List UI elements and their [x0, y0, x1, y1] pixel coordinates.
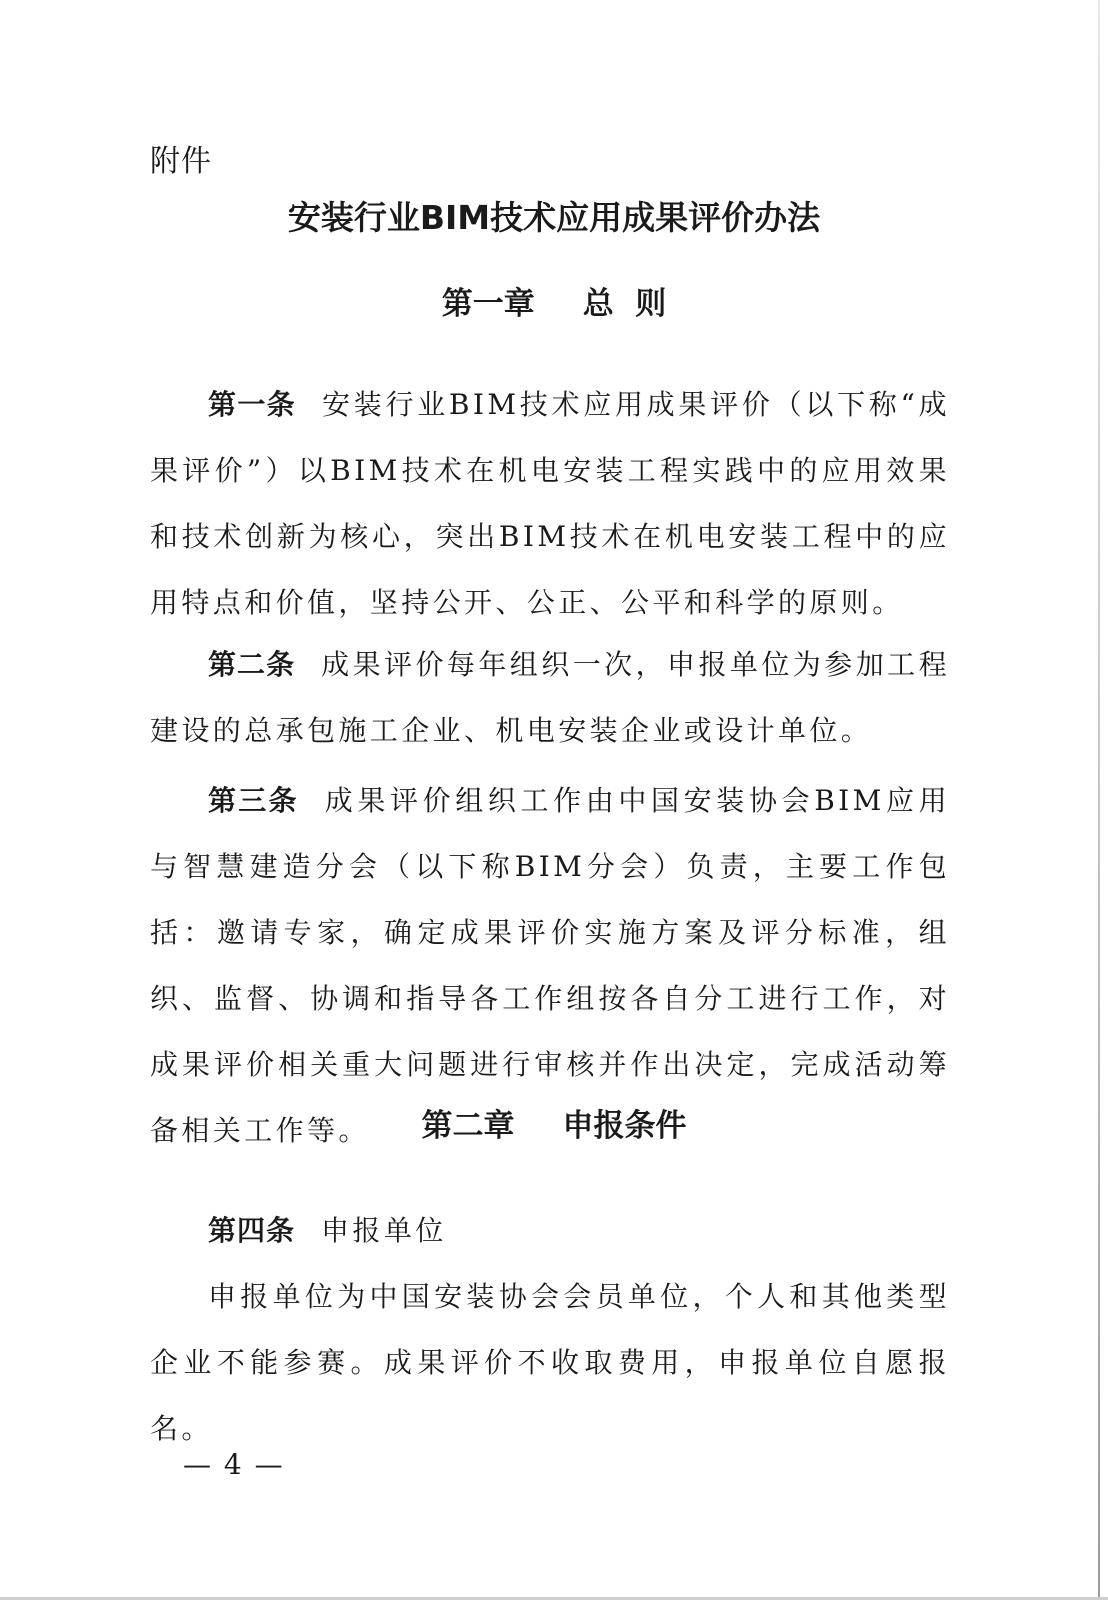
article-label: 第一条	[208, 388, 296, 421]
page-number: — 4 —	[183, 1448, 285, 1481]
article-1	[150, 372, 950, 636]
attachment-label: 附件	[150, 144, 212, 179]
document-title: 安装行业BIM技术应用成果评价办法	[287, 198, 821, 237]
article-text: 成果评价每年组织一次，申报单位为参加工程建设的总承包施工企业、机电安装企业或设计单位。	[150, 648, 950, 747]
body-paragraph: 申报单位为中国安装协会会员单位，个人和其他类型企业不能参赛。成果评价不收取费用，申报单位自愿报名。	[150, 1280, 950, 1445]
page-edge-shadow	[1098, 0, 1100, 1600]
chapter-title: 申报条件	[562, 1108, 687, 1144]
chapter-number: 第一章	[441, 286, 535, 322]
chapter-number: 第二章	[421, 1108, 515, 1144]
article-label: 第四条	[208, 1214, 296, 1247]
chapter-title: 总 则	[582, 286, 667, 322]
article-label: 第三条	[208, 784, 299, 817]
article-4	[150, 1198, 950, 1264]
chapter-1-heading	[0, 278, 1108, 323]
article-2	[150, 632, 950, 764]
article-text: 申报单位	[321, 1214, 447, 1247]
article-text: 安装行业BIM技术应用成果评价（以下称“成果评价”）以BIM技术在机电安装工程实践中的应用效果和技术创新为核心，突出BIM技术在机电安装工程中的应用特点和价值，坚持公开、公正、公平和科学的原则。	[150, 388, 950, 619]
chapter-2-heading	[0, 1100, 1108, 1145]
article-text: 成果评价组织工作由中国安装协会BIM应用与智慧建造分会（以下称BIM分会）负责，主要工作包括：邀请专家，确定成果评价实施方案及评分标准，组织、监督、协调和指导各工作组按各自分工进行工作，对成果评价相关重大问题进行审核并作出决定，完成活动筹备相关工作等。	[150, 784, 950, 1147]
article-label: 第二条	[208, 648, 296, 681]
